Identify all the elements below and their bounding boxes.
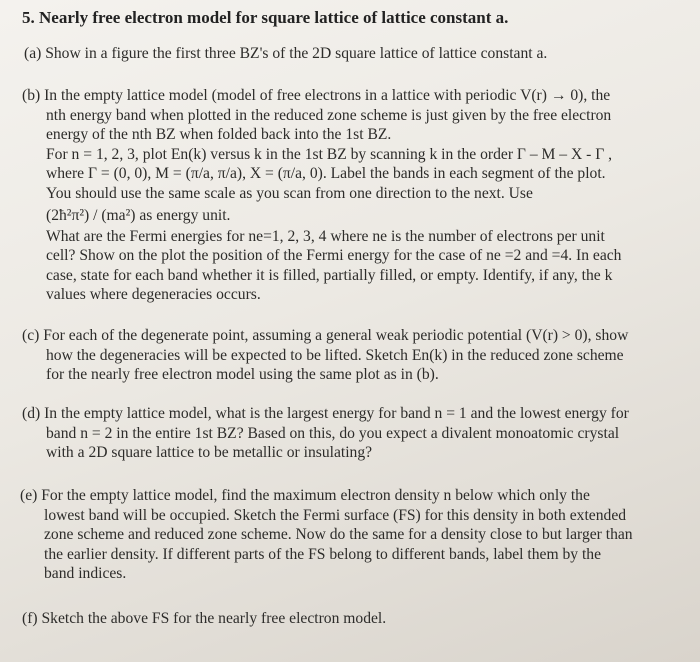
part-f xyxy=(22,609,386,629)
part-c-line: (c) For each of the degenerate point, assuming a general weak periodic potential (V(r) > 0), show xyxy=(22,327,629,344)
part-b-line: nth energy band when plotted in the reduced zone scheme is just given by the free electron xyxy=(46,106,612,124)
problem-title: 5. Nearly free electron model for square lattice of lattice constant a. xyxy=(22,8,509,27)
part-b-line: energy of the nth BZ when folded back into the 1st BZ. xyxy=(46,126,392,144)
part-e xyxy=(20,486,633,584)
part-d-line: (d) In the empty lattice model, what is the largest energy for band n = 1 and the lowest energy for xyxy=(22,405,629,422)
part-b-line: (b) In the empty lattice model (model of free electrons in a lattice with periodic V(r) → 0), the xyxy=(22,87,611,104)
part-b-line: For n = 1, 2, 3, plot En(k) versus k in the 1st BZ by scanning k in the order Γ – M – X - Γ , xyxy=(46,145,613,163)
part-c xyxy=(22,326,628,385)
part-c-line: for the nearly free electron model using the same plot as in (b). xyxy=(46,366,439,384)
part-b-line: values where degeneracies occurs. xyxy=(46,286,261,304)
part-e-line: band indices. xyxy=(44,565,127,583)
part-e-line: zone scheme and reduced zone scheme. Now do the same for a density close to but larger than xyxy=(44,526,633,544)
part-e-line: lowest band will be occupied. Sketch the Fermi surface (FS) for this density in both extended xyxy=(44,506,627,524)
energy-unit-line: (2ħ²π²) / (ma²) as energy unit. xyxy=(46,206,231,224)
part-b xyxy=(22,86,621,305)
part-b-line: You should use the same scale as you scan from one direction to the next. Use xyxy=(46,184,533,202)
part-b-line: where Γ = (0, 0), M = (π/a, π/a), X = (π/a, 0). Label the bands in each segment of the plot. xyxy=(46,165,606,183)
part-f-line: (f) Sketch the above FS for the nearly free electron model. xyxy=(22,610,387,627)
part-d-line: with a 2D square lattice to be metallic or insulating? xyxy=(46,444,373,462)
part-b-line: case, state for each band whether it is filled, partially filled, or empty. Identify, if any, the k xyxy=(46,266,613,284)
part-e-line: the earlier density. If different parts of the FS belong to different bands, label them by the xyxy=(44,545,602,563)
part-d-line: band n = 2 in the entire 1st BZ? Based on this, do you expect a divalent monoatomic crystal xyxy=(46,424,620,442)
part-d xyxy=(22,404,629,463)
part-b-line: What are the Fermi energies for ne=1, 2, 3, 4 where ne is the number of electrons per unit xyxy=(46,227,605,245)
part-e-line: (e) For the empty lattice model, find the maximum electron density n below which only the xyxy=(20,487,590,504)
part-b-line: cell? Show on the plot the position of the Fermi energy for the case of ne =2 and =4. In each xyxy=(46,247,622,265)
part-a-line: (a) Show in a figure the first three BZ's of the 2D square lattice of lattice constant a. xyxy=(24,45,548,62)
part-a xyxy=(24,44,547,64)
part-c-line: how the degeneracies will be expected to be lifted. Sketch En(k) in the reduced zone scheme xyxy=(46,346,624,364)
